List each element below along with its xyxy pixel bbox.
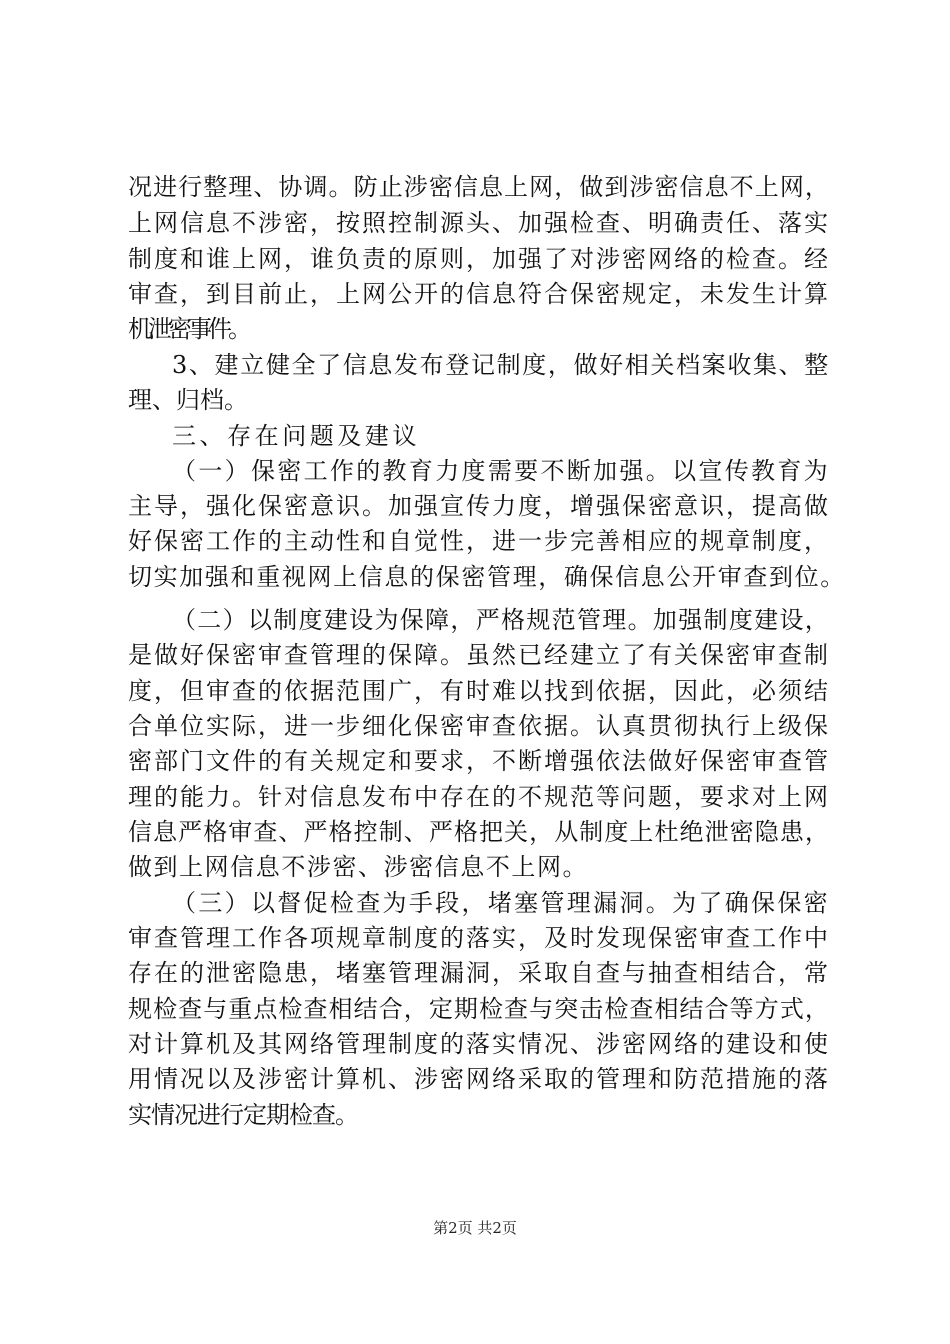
text-line: 审查管理工作各项规章制度的落实，及时发现保密审查工作中	[128, 924, 830, 952]
text-line: 制度和谁上网，谁负责的原则，加强了对涉密网络的检查。经	[128, 245, 830, 273]
text-line: 机泄密事件。	[128, 315, 248, 343]
text-line: 合单位实际，进一步细化保密审查依据。认真贯彻执行上级保	[128, 712, 830, 740]
text-line: 存在的泄密隐患，堵塞管理漏洞，采取自查与抽查相结合，常	[128, 959, 830, 987]
text-line: 切实加强和重视网上信息的保密管理，确保信息公开审查到位。	[128, 563, 846, 591]
text-line: 三、存在问题及建议	[172, 422, 421, 450]
text-line: 3、建立健全了信息发布登记制度，做好相关档案收集、整	[172, 351, 830, 379]
text-line: 理、归档。	[128, 386, 248, 414]
text-line: 对计算机及其网络管理制度的落实情况、涉密网络的建设和使	[128, 1030, 830, 1058]
text-line: 主导，强化保密意识。加强宣传力度，增强保密意识，提高做	[128, 492, 830, 520]
text-line: 审查，到目前止，上网公开的信息符合保密规定，未发生计算	[128, 280, 830, 308]
text-line: 理的能力。针对信息发布中存在的不规范等问题，要求对上网	[128, 783, 830, 811]
text-line: 况进行整理、协调。防止涉密信息上网，做到涉密信息不上网，	[128, 173, 830, 201]
text-line: 实情况进行定期检查。	[128, 1101, 358, 1129]
text-line: 密部门文件的有关规定和要求，不断增强依法做好保密审查管	[128, 747, 830, 775]
text-line: （二）以制度建设为保障，严格规范管理。加强制度建设，	[172, 606, 831, 634]
text-line: 信息严格审查、严格控制、严格把关，从制度上杜绝泄密隐患，	[128, 818, 830, 846]
text-line: 用情况以及涉密计算机、涉密网络采取的管理和防范措施的落	[128, 1065, 830, 1093]
text-line: 规检查与重点检查相结合，定期检查与突击检查相结合等方式，	[128, 995, 830, 1023]
text-line: 好保密工作的主动性和自觉性，进一步完善相应的规章制度，	[128, 527, 830, 555]
text-line: （三）以督促检查为手段，堵塞管理漏洞。为了确保保密	[172, 889, 830, 917]
page-footer: 第2页 共2页	[433, 1219, 517, 1237]
text-line: （一）保密工作的教育力度需要不断加强。以宣传教育为	[172, 457, 830, 485]
text-line: 是做好保密审查管理的保障。虽然已经建立了有关保密审查制	[128, 641, 830, 669]
text-line: 度，但审查的依据范围广，有时难以找到依据，因此，必须结	[128, 677, 830, 705]
text-line: 上网信息不涉密，按照控制源头、加强检查、明确责任、落实	[128, 209, 830, 237]
text-line: 做到上网信息不涉密、涉密信息不上网。	[128, 853, 589, 881]
